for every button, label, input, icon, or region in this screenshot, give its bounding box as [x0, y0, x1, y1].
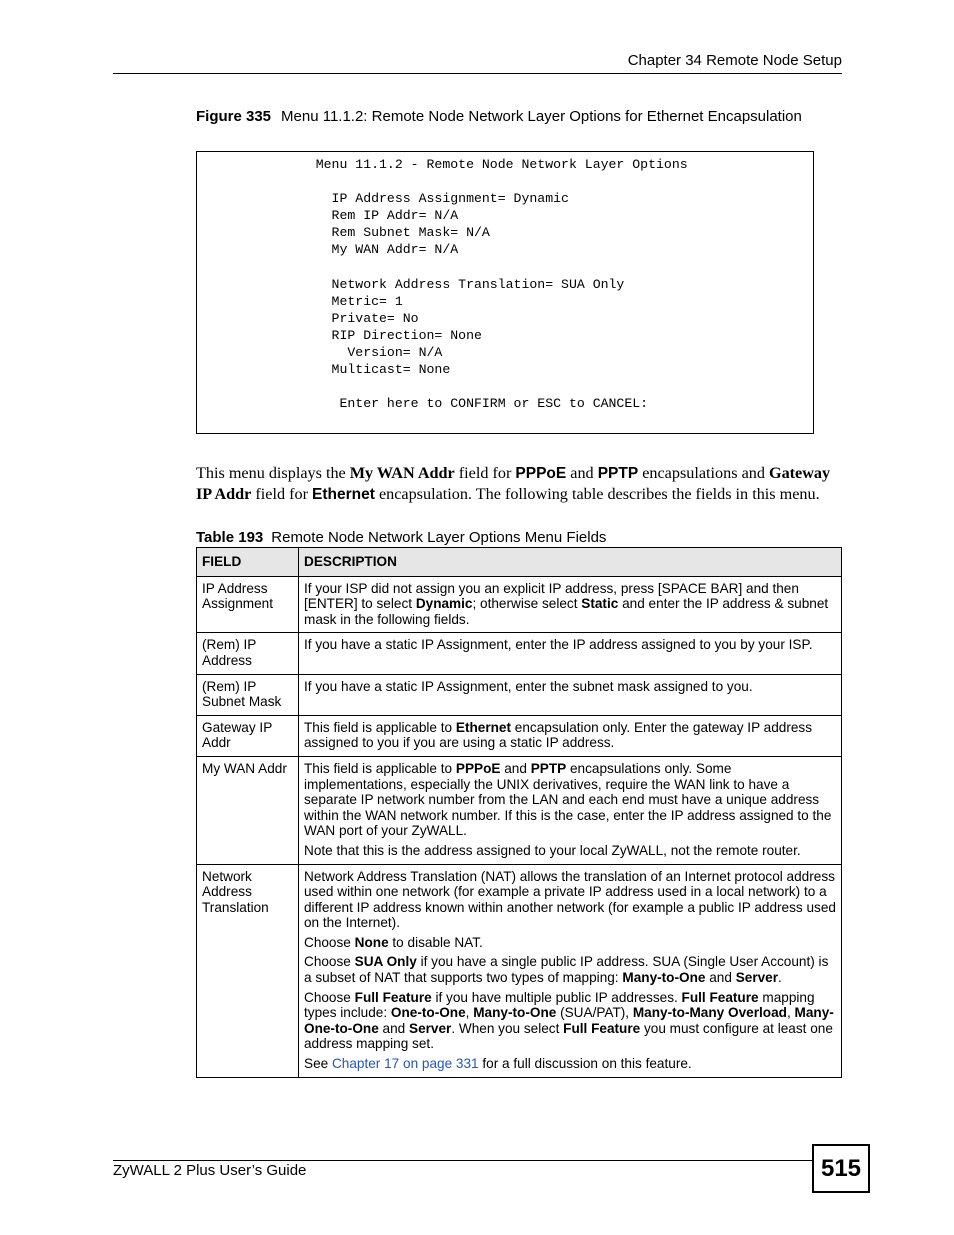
intro-paragraph: This menu displays the My WAN Addr field for PPPoE and PPTP encapsulations and Gateway IP Addr field for Ethernet encapsulation. The following table describes the fields in this menu. — [196, 464, 831, 503]
header-rule — [113, 73, 842, 74]
terminal-line — [197, 173, 688, 190]
table-row — [197, 864, 842, 1077]
figure-caption — [196, 108, 802, 125]
table-row — [197, 633, 842, 674]
description-cell: This field is applicable to PPPoE and PPTP encapsulations only. Some implementations, especially the UNIX derivatives, require the WAN link to have a separate IP network number from the LAN and each end must have a unique address within the WAN network number. If this is the case, enter the IP address assigned to the WAN port of your ZyWALL. Note that this is the address assigned to your local ZyWALL, not the remote router. — [299, 756, 842, 864]
field-cell: (Rem) IP Address — [197, 633, 299, 674]
field-cell: (Rem) IP Subnet Mask — [197, 674, 299, 715]
term-pptp: PPTP — [597, 465, 639, 482]
terminal-line: Multicast= None — [197, 362, 451, 378]
field-cell: Network Address Translation — [197, 864, 299, 1077]
table-caption — [196, 529, 606, 546]
fields-table — [196, 547, 842, 1078]
chapter-17-link[interactable]: Chapter 17 on page 331 — [331, 1056, 479, 1072]
description-cell: If you have a static IP Assignment, enter the subnet mask assigned to you. — [299, 674, 842, 715]
terminal-screen — [196, 151, 814, 434]
running-header: Chapter 34 Remote Node Setup — [627, 52, 842, 69]
terminal-line — [197, 378, 688, 395]
terminal-line: Rem Subnet Mask= N/A — [197, 225, 490, 241]
description-cell: Network Address Translation (NAT) allows the translation of an Internet protocol address used within one network (for example a private IP address used in a local network) to a different IP address known within another network (for example a public IP address used on the Internet). Choose None to disable NAT. Choose SUA Only if you have a single public IP address. SUA (Single User Account) is a subset of NAT that supports two types of mapping: Many-to-One and Server. Choose Full Feature if you have multiple public IP addresses. Full Feature mapping types include: One-to-One, Many-to-One (SUA/PAT), Many-to-Many Overload, Many- One-to-One and Server. When you select Full Feature you must configure at least one address mapping set. See Chapter 17 on page 331 for a full discussion on this feature. — [299, 864, 842, 1077]
description-cell: This field is applicable to Ethernet encapsulation only. Enter the gateway IP address assigned to you if you are using a static IP address. — [299, 715, 842, 756]
description-cell: If you have a static IP Assignment, enter the IP address assigned to you by your ISP. — [299, 633, 842, 674]
terminal-text — [197, 156, 688, 412]
note-text: Note that this is the address assigned to your local ZyWALL, not the remote router. — [304, 842, 801, 858]
term-my-wan-addr: My WAN Addr — [349, 464, 455, 482]
terminal-line: Private= No — [197, 310, 419, 326]
table-header-row — [197, 548, 842, 577]
figure-label: Figure 335 — [196, 108, 272, 125]
footer-guide-title: ZyWALL 2 Plus User’s Guide — [113, 1162, 307, 1179]
description-cell: If your ISP did not assign you an explicit IP address, press [SPACE BAR] and then [ENTER] to select Dynamic; otherwise select Static and enter the IP address & subnet mask in the following fields. — [299, 576, 842, 633]
footer-rule — [113, 1160, 812, 1161]
table-title: Remote Node Network Layer Options Menu Fields — [271, 529, 607, 546]
terminal-line: Rem IP Addr= N/A — [197, 208, 459, 224]
terminal-line: Version= N/A — [197, 345, 443, 361]
term-pppoe: PPPoE — [515, 465, 567, 482]
terminal-line: RIP Direction= None — [197, 327, 482, 343]
field-cell: IP Address Assignment — [197, 576, 299, 633]
terminal-line: My WAN Addr= N/A — [197, 242, 459, 258]
term-gateway-ip-addr: Gateway IP Addr — [196, 464, 831, 503]
figure-title: Menu 11.1.2: Remote Node Network Layer Options for Ethernet Encapsulation — [281, 108, 802, 125]
terminal-line: Enter here to CONFIRM or ESC to CANCEL: — [197, 396, 649, 412]
terminal-line: Menu 11.1.2 - Remote Node Network Layer Options — [197, 157, 688, 172]
column-header-description: DESCRIPTION — [299, 548, 842, 577]
table-row — [197, 674, 842, 715]
terminal-line — [197, 259, 688, 276]
terminal-line: Network Address Translation= SUA Only — [197, 276, 625, 292]
terminal-line: IP Address Assignment= Dynamic — [197, 191, 569, 207]
terminal-line: Metric= 1 — [197, 293, 403, 309]
term-ethernet: Ethernet — [312, 486, 375, 503]
table-label: Table 193 — [196, 529, 264, 546]
table-row — [197, 756, 842, 864]
table-row — [197, 576, 842, 633]
field-cell: My WAN Addr — [197, 756, 299, 864]
column-header-field: FIELD — [197, 548, 299, 577]
field-cell: Gateway IP Addr — [197, 715, 299, 756]
page-number: 515 — [812, 1144, 870, 1193]
table-row — [197, 715, 842, 756]
